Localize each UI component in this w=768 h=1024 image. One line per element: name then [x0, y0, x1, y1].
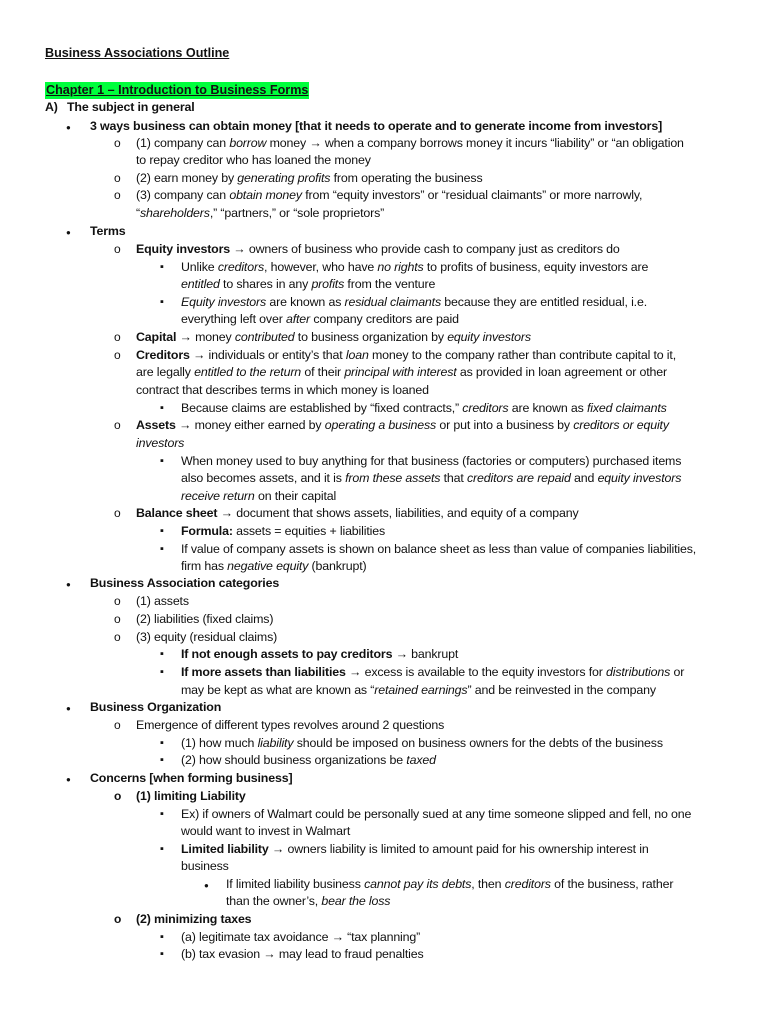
bullet-icon: ▪	[160, 525, 164, 537]
bullet-icon: ●	[66, 228, 71, 237]
bullet-icon: o	[114, 594, 121, 608]
outline-item: Equity investors → owners of business who provide cash to company just as creditors do	[136, 242, 620, 256]
chapter-heading: Chapter 1 – Introduction to Business Forms	[46, 83, 309, 97]
outline-item: (1) assets	[136, 594, 189, 608]
outline-item-continuation: to repay creditor who has loaned the money	[136, 153, 371, 167]
outline-item-continuation: than the owner’s, bear the loss	[226, 894, 391, 908]
outline-item-continuation: business	[181, 859, 229, 873]
outline-item: If not enough assets to pay creditors → bankrupt	[181, 647, 459, 661]
bullet-icon: o	[114, 912, 122, 926]
outline-item: Assets → money either earned by operating a business or put into a business by creditors or equity	[136, 418, 669, 432]
outline-item-continuation: investors	[136, 436, 185, 450]
bullet-icon: ▪	[160, 737, 164, 749]
bullet-icon: o	[114, 188, 121, 202]
bullet-icon: o	[114, 136, 121, 150]
bullet-icon: o	[114, 506, 121, 520]
outline-item: (3) company can obtain money from “equity investors” or “residual claimants” or more narrowly,	[136, 188, 643, 202]
outline-item: Emergence of different types revolves around 2 questions	[136, 718, 445, 732]
outline-item: Equity investors are known as residual claimants because they are entitled residual, i.e.	[181, 295, 648, 309]
outline-item: Business Association categories	[90, 576, 280, 590]
bullet-icon: ▪	[160, 402, 164, 414]
outline-item: Capital → money contributed to business organization by equity investors	[136, 330, 531, 344]
outline-item: (2) earn money by generating profits from operating the business	[136, 171, 483, 185]
outline-item-continuation: are legally entitled to the return of their principal with interest as provided in loan agreement or other	[136, 365, 667, 379]
section-title: The subject in general	[67, 100, 195, 114]
outline-item: Ex) if owners of Walmart could be personally sued at any time someone slipped and fell, no one	[181, 807, 692, 821]
bullet-icon: o	[114, 418, 121, 432]
outline-item-continuation: also becomes assets, and it is from these assets that creditors are repaid and equity investors	[181, 471, 682, 485]
outline-item: Because claims are established by “fixed contracts,” creditors are known as fixed claimants	[181, 401, 667, 415]
outline-item: If limited liability business cannot pay its debts, then creditors of the business, rather	[226, 877, 674, 891]
outline-item: (1) how much liability should be imposed on business owners for the debts of the business	[181, 736, 663, 750]
outline-item: (b) tax evasion → may lead to fraud penalties	[181, 947, 424, 961]
outline-item-continuation: firm has negative equity (bankrupt)	[181, 559, 367, 573]
bullet-icon: ●	[66, 704, 71, 713]
document-title: Business Associations Outline	[45, 46, 230, 60]
bullet-icon: ▪	[160, 296, 164, 308]
section-marker: A)	[45, 100, 58, 114]
bullet-icon: o	[114, 348, 121, 362]
outline-item: (2) minimizing taxes	[136, 912, 252, 926]
outline-item: 3 ways business can obtain money [that it needs to operate and to generate income from investors]	[90, 119, 663, 133]
bullet-icon: ▪	[160, 808, 164, 820]
outline-item: (3) equity (residual claims)	[136, 630, 278, 644]
bullet-icon: ●	[204, 881, 209, 890]
outline-item: Formula: assets = equities + liabilities	[181, 524, 386, 538]
outline-item-continuation: receive return on their capital	[181, 489, 337, 503]
bullet-icon: ▪	[160, 261, 164, 273]
outline-item: (a) legitimate tax avoidance → “tax planning”	[181, 930, 421, 944]
outline-item-continuation: entitled to shares in any profits from the venture	[181, 277, 436, 291]
bullet-icon: o	[114, 171, 121, 185]
outline-item-continuation: would want to invest in Walmart	[181, 824, 351, 838]
bullet-icon: ▪	[160, 648, 164, 660]
bullet-icon: o	[114, 612, 121, 626]
outline-item-continuation: contract that describes terms in which money is loaned	[136, 383, 429, 397]
outline-item: When money used to buy anything for that business (factories or computers) purchased items	[181, 454, 682, 468]
bullet-icon: o	[114, 242, 121, 256]
bullet-icon: ▪	[160, 455, 164, 467]
bullet-icon: ▪	[160, 543, 164, 555]
outline-item-continuation: “shareholders,” “partners,” or “sole proprietors”	[136, 206, 385, 220]
outline-item: Creditors → individuals or entity’s that loan money to the company rather than contribute capital to it,	[136, 348, 676, 362]
outline-item: Terms	[90, 224, 126, 238]
bullet-icon: ●	[66, 775, 71, 784]
outline-item: If more assets than liabilities → excess is available to the equity investors for distributions or	[181, 665, 685, 679]
bullet-icon: o	[114, 630, 121, 644]
bullet-icon: ▪	[160, 666, 164, 678]
outline-item: (1) limiting Liability	[136, 789, 246, 803]
bullet-icon: ▪	[160, 948, 164, 960]
bullet-icon: ●	[66, 123, 71, 132]
outline-item-continuation: may be kept as what are known as “retained earnings” and be reinvested in the company	[181, 683, 656, 697]
bullet-icon: o	[114, 330, 121, 344]
outline-item: If value of company assets is shown on balance sheet as less than value of companies liabilities,	[181, 542, 697, 556]
outline-item: (2) how should business organizations be taxed	[181, 753, 436, 767]
outline-item: Limited liability → owners liability is limited to amount paid for his ownership interest in	[181, 842, 649, 856]
bullet-icon: o	[114, 718, 121, 732]
bullet-icon: ▪	[160, 931, 164, 943]
outline-item-continuation: everything left over after company creditors are paid	[181, 312, 459, 326]
outline-item: (2) liabilities (fixed claims)	[136, 612, 274, 626]
outline-item: Concerns [when forming business]	[90, 771, 293, 785]
outline-item: (1) company can borrow money → when a company borrows money it incurs “liability” or “an obligation	[136, 136, 684, 150]
bullet-icon: ●	[66, 580, 71, 589]
outline-item: Balance sheet → document that shows assets, liabilities, and equity of a company	[136, 506, 579, 520]
bullet-icon: o	[114, 789, 122, 803]
bullet-icon: ▪	[160, 843, 164, 855]
outline-item: Business Organization	[90, 700, 222, 714]
outline-item: Unlike creditors, however, who have no rights to profits of business, equity investors are	[181, 260, 649, 274]
bullet-icon: ▪	[160, 754, 164, 766]
